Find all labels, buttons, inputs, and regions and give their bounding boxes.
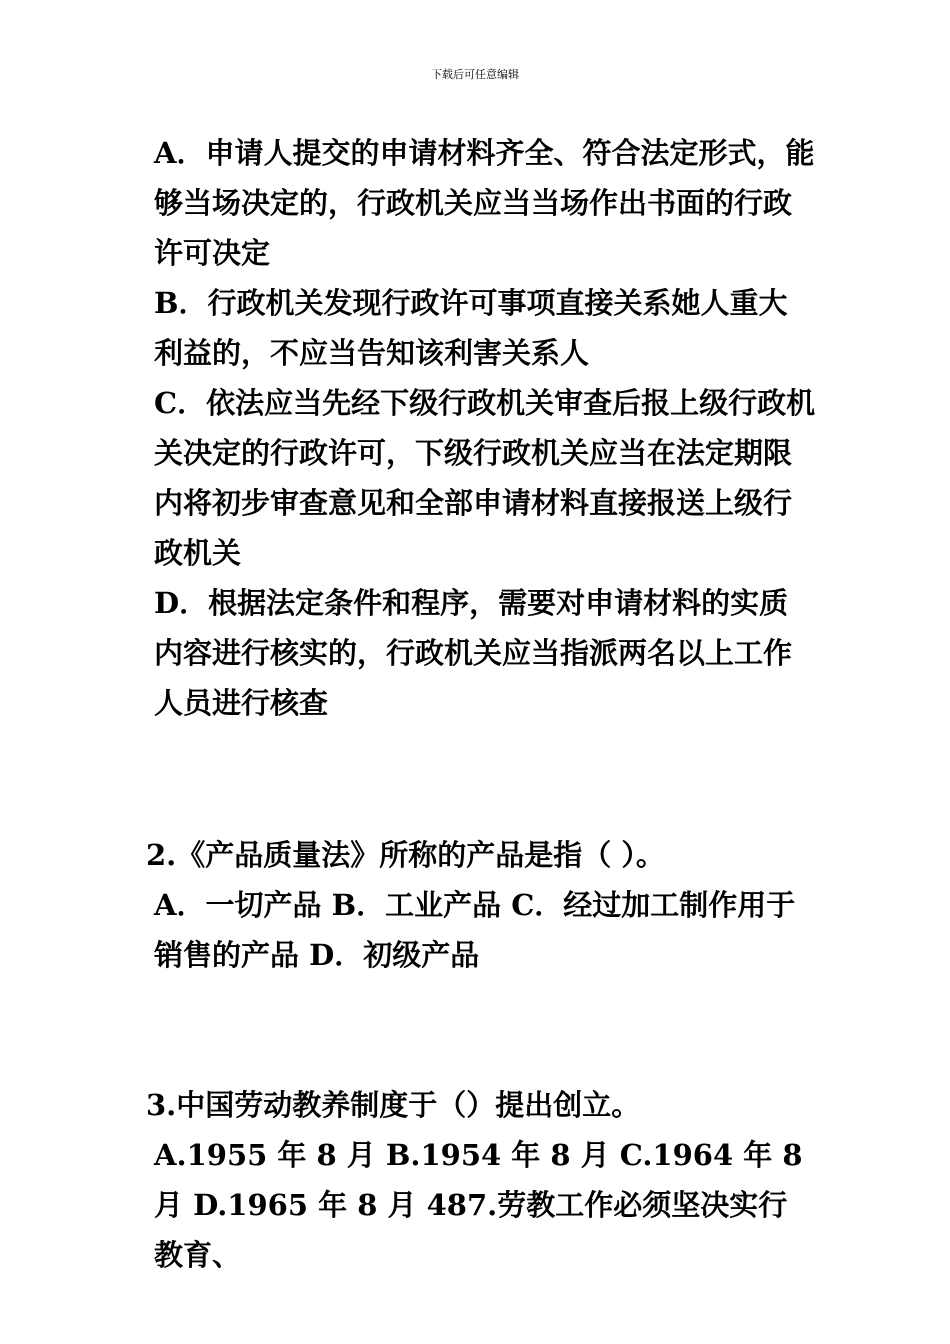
- option-b-text: B．行政机关发现行政许可事项直接关系她人重大利益的，不应当告知该利害关系人: [154, 286, 788, 370]
- option-d-text: D．根据法定条件和程序，需要对申请材料的实质内容进行核实的，行政机关应当指派两名以上工作人员进行核查: [154, 586, 793, 720]
- question-2: 2.《产品质量法》所称的产品是指（ ）。: [146, 838, 665, 872]
- page-header: 下载后可任意编辑: [431, 68, 519, 81]
- question-3: 3.中国劳动教养制度于（）提出创立。: [146, 1088, 641, 1122]
- spacer: [146, 728, 816, 830]
- question-2-options: A．一切产品 B．工业产品 C．经过加工制作用于销售的产品 D．初级产品: [154, 888, 796, 972]
- question-3-options: A.1955 年 8 月 B.1954 年 8 月 C.1964 年 8 月 D.1965 年 8 月 487.劳教工作必须坚决实行教育、: [154, 1138, 803, 1272]
- option-c-text: C．依法应当先经下级行政机关审查后报上级行政机关决定的行政许可，下级行政机关应当在法定期限内将初步审查意见和全部申请材料直接报送上级行政机关: [154, 386, 816, 570]
- option-a-text: A．申请人提交的申请材料齐全、符合法定形式，能够当场决定的，行政机关应当当场作出书面的行政许可决定: [154, 136, 815, 270]
- spacer: [146, 980, 816, 1080]
- document-body: [146, 128, 816, 1280]
